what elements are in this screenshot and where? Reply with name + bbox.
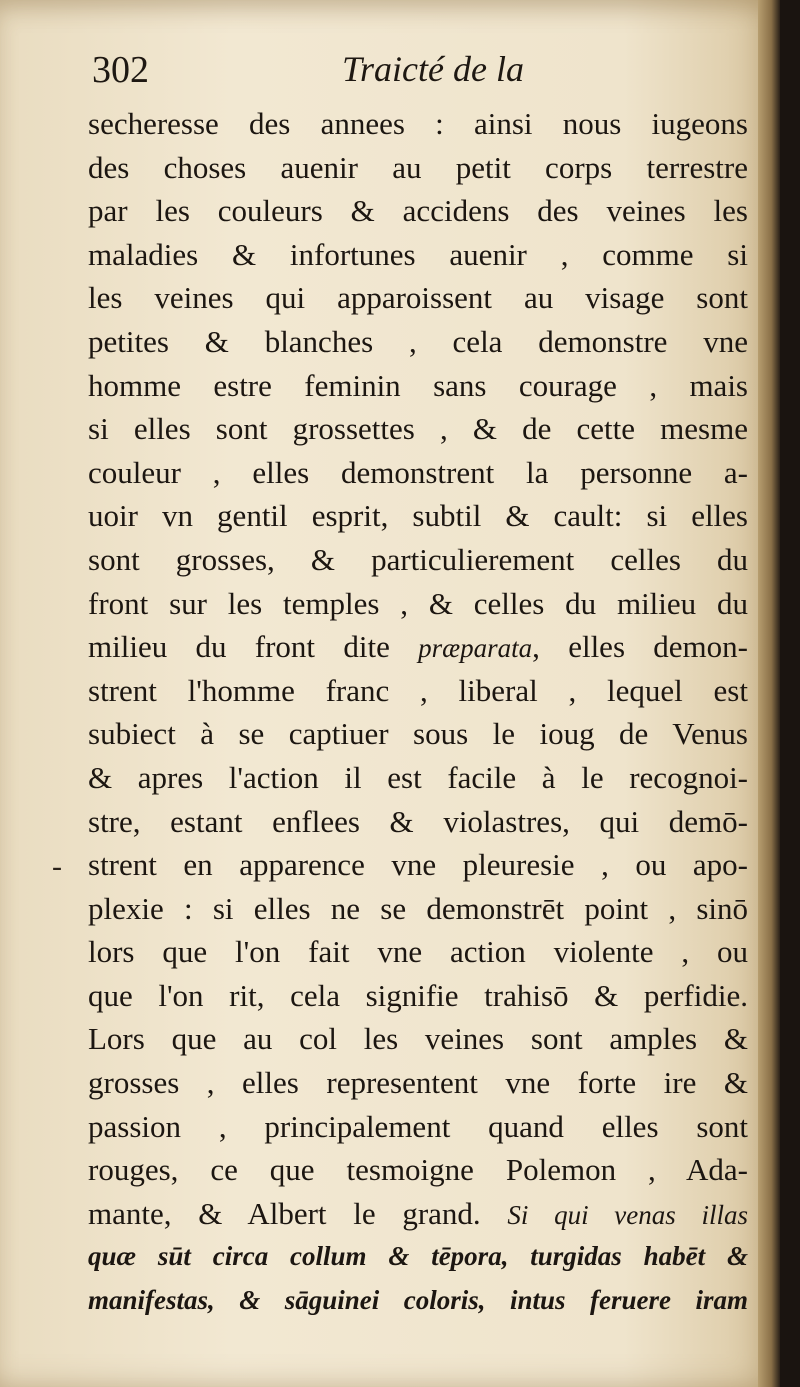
text-line: front sur les temples , & celles du milieu du	[88, 585, 748, 621]
text-line: couleur , elles demonstrent la personne a-	[88, 454, 748, 490]
italic-term: præparata	[418, 633, 533, 664]
text-line: par les couleurs & accidens des veines les	[88, 193, 748, 229]
text-line: grosses , elles representent vne forte ire &	[88, 1065, 748, 1101]
text-line	[88, 625, 748, 669]
text-line: petites & blanches , cela demonstre vne	[88, 323, 748, 359]
text-line	[88, 1192, 748, 1236]
page-edge	[758, 0, 780, 1387]
text-line: & apres l'action il est facile à le recognoi-	[88, 759, 748, 795]
text-line: strent en apparence vne pleuresie , ou apo-	[88, 847, 748, 883]
text-fragment: mante, & Albert le grand.	[88, 1195, 508, 1231]
text-line: subiect à se captiuer sous le ioug de Venus	[88, 716, 748, 752]
text-line: uoir vn gentil esprit, subtil & cault: si elles	[88, 498, 748, 534]
text-line: passion , principalement quand elles sont	[88, 1108, 748, 1144]
text-line: strent l'homme franc , liberal , lequel est	[88, 672, 748, 708]
text-line: que l'on rit, cela signifie trahisō & perfidie.	[88, 977, 748, 1013]
text-line: stre, estant enflees & violastres, qui demō-	[88, 803, 748, 839]
text-line: plexie : si elles ne se demonstrēt point , sinō	[88, 890, 748, 926]
page-header	[92, 48, 732, 98]
latin-quote: Si qui venas illas	[507, 1199, 749, 1230]
text-line: homme estre feminin sans courage , mais	[88, 367, 748, 403]
text-fragment: milieu du front dite	[88, 629, 419, 665]
text-fragment: , elles demon-	[532, 629, 748, 665]
body-text	[88, 102, 748, 1323]
text-line: si elles sont grossettes , & de cette mesme	[88, 411, 748, 447]
page-number: 302	[92, 49, 149, 91]
text-line: Lors que au col les veines sont amples &	[88, 1021, 748, 1057]
running-head: Traicté de la	[342, 49, 524, 89]
text-line: maladies & infortunes auenir , comme si	[88, 236, 748, 272]
latin-quote-line: manifestas, & sāguinei coloris, intus feruere iram	[88, 1285, 748, 1316]
latin-quote-line: quæ sūt circa collum & tēpora, turgidas habēt &	[88, 1241, 748, 1272]
text-line: sont grosses, & particulierement celles du	[88, 541, 748, 577]
text-line: lors que l'on fait vne action violente , ou	[88, 934, 748, 970]
text-line: rouges, ce que tesmoigne Polemon , Ada-	[88, 1152, 748, 1188]
text-line: des choses auenir au petit corps terrestre	[88, 149, 748, 185]
margin-mark: -	[52, 850, 62, 883]
text-line: secheresse des annees : ainsi nous iugeons	[88, 106, 748, 141]
text-line: les veines qui apparoissent au visage sont	[88, 280, 748, 316]
